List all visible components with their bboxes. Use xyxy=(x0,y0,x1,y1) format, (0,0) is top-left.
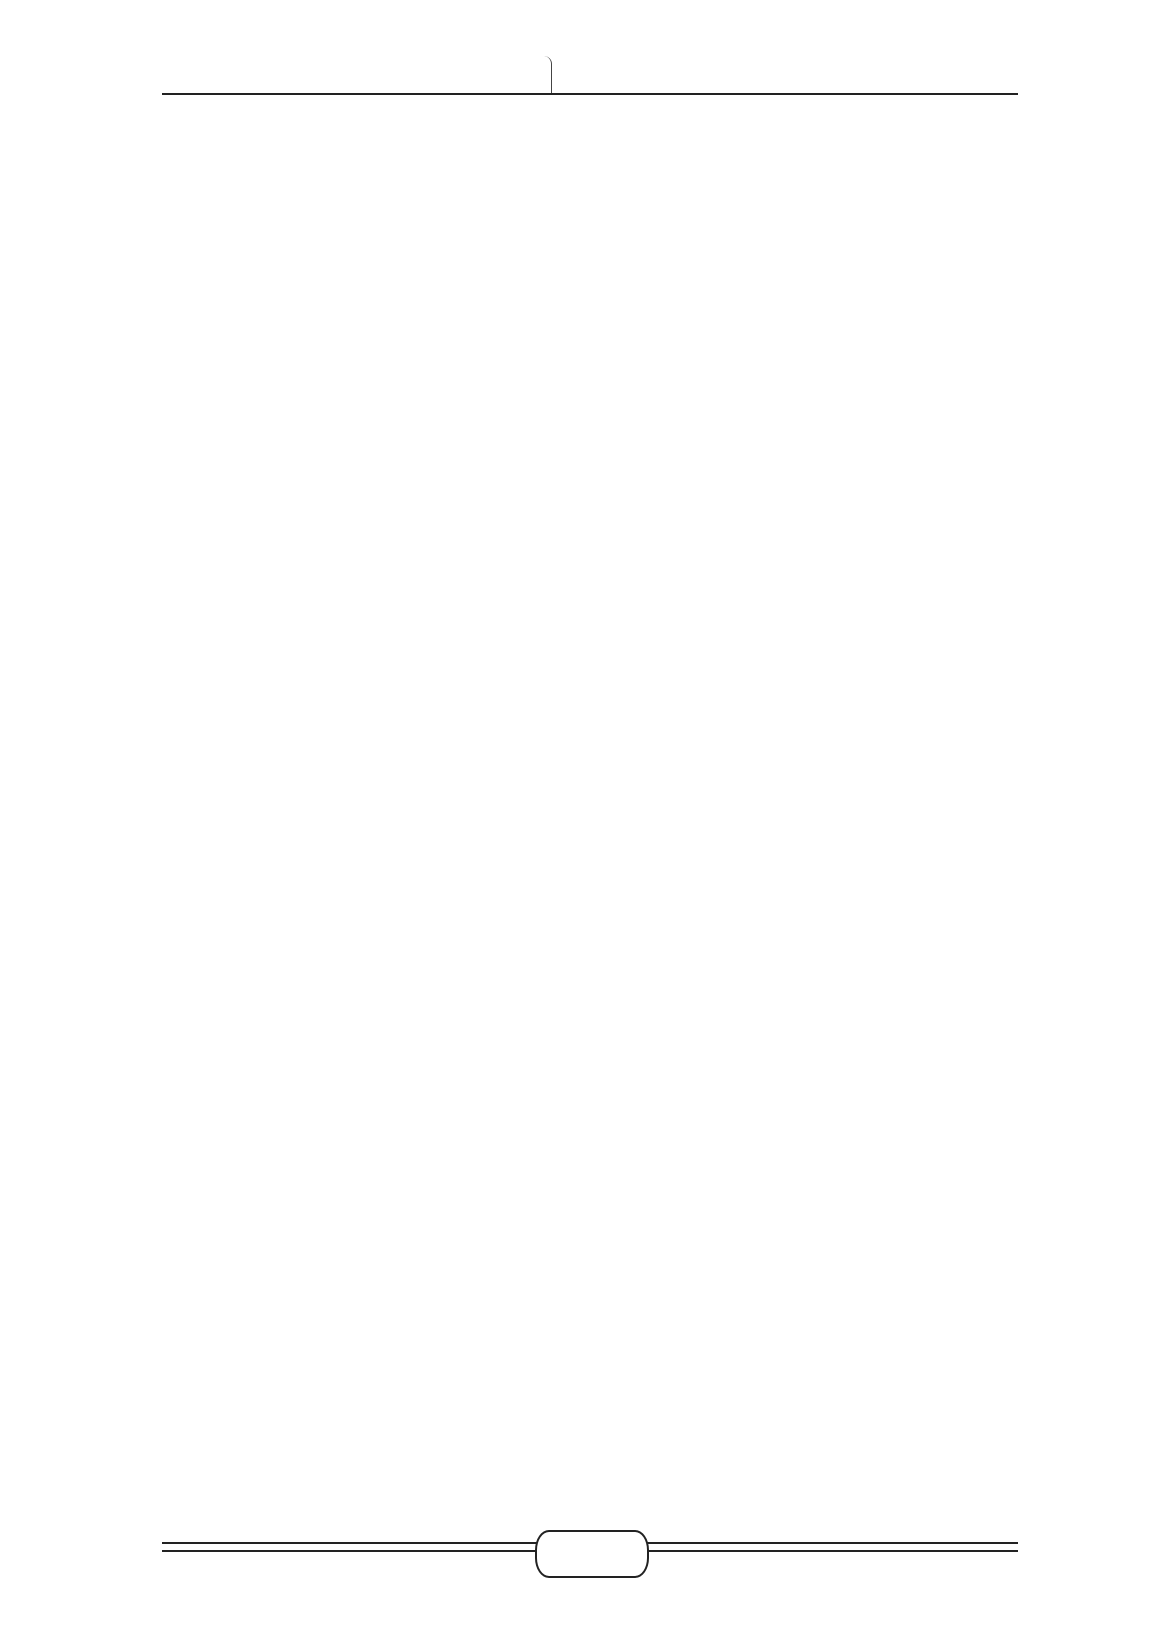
header-rule xyxy=(162,93,1018,95)
running-header xyxy=(162,56,1018,96)
body-text xyxy=(162,106,1018,1526)
page-number xyxy=(535,1532,645,1572)
page-footer xyxy=(162,1528,1018,1578)
running-title xyxy=(162,56,552,94)
watermark-logo xyxy=(878,1573,1118,1623)
